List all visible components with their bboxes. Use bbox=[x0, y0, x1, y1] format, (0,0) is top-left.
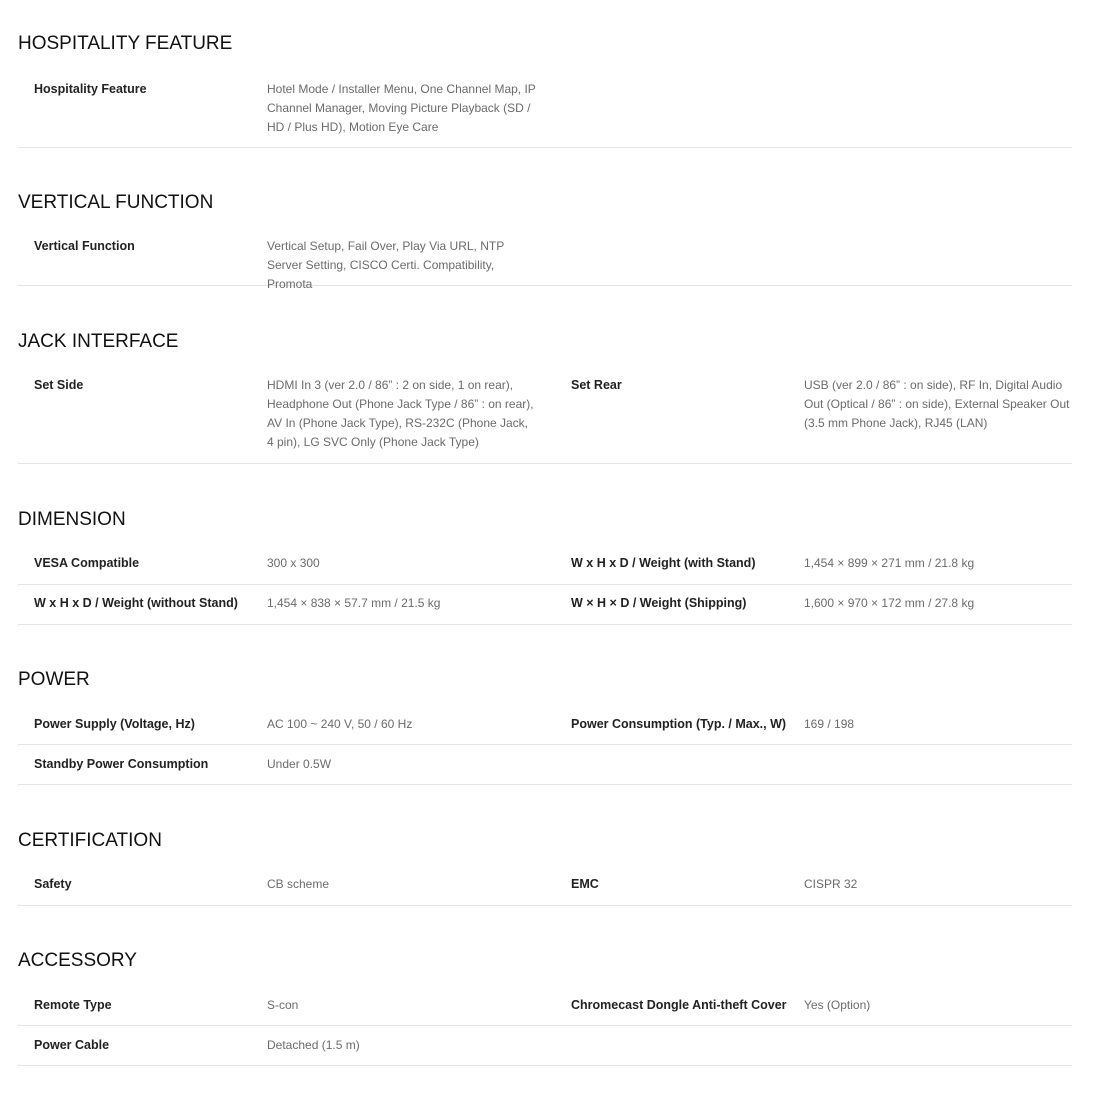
spec-value: CB scheme bbox=[267, 877, 330, 891]
spec-label: Safety bbox=[34, 877, 72, 891]
section-title-certification: CERTIFICATION bbox=[18, 830, 162, 851]
spec-label: Chromecast Dongle Anti-theft Cover bbox=[571, 998, 787, 1012]
spec-value: CISPR 32 bbox=[804, 877, 858, 891]
spec-label: Hospitality Feature bbox=[34, 82, 147, 96]
spec-value: 169 / 198 bbox=[804, 717, 855, 731]
spec-row bbox=[18, 745, 1072, 785]
spec-row bbox=[18, 376, 1072, 464]
section-title-vertical-function: VERTICAL FUNCTION bbox=[18, 192, 214, 213]
spec-value: 1,600 × 970 × 172 mm / 27.8 kg bbox=[804, 596, 975, 610]
spec-label: Vertical Function bbox=[34, 239, 135, 253]
spec-row bbox=[18, 237, 1072, 291]
spec-value: Under 0.5W bbox=[267, 757, 332, 771]
spec-label: VESA Compatible bbox=[34, 556, 140, 570]
spec-label: Set Rear bbox=[571, 378, 622, 392]
spec-value: Vertical Setup, Fail Over, Play Via URL, NTP Server Setting, CISCO Certi. Compatibility, Promota bbox=[267, 239, 504, 291]
spec-label: Power Supply (Voltage, Hz) bbox=[34, 717, 195, 731]
spec-label: W × H × D / Weight (Shipping) bbox=[571, 596, 747, 610]
spec-row bbox=[18, 1026, 1072, 1066]
spec-row bbox=[18, 986, 1072, 1026]
spec-value: 1,454 × 899 × 271 mm / 21.8 kg bbox=[804, 556, 975, 570]
spec-value: Detached (1.5 m) bbox=[267, 1038, 360, 1052]
spec-row bbox=[18, 585, 1072, 625]
section-title-dimension: DIMENSION bbox=[18, 509, 126, 530]
spec-label: W x H x D / Weight (without Stand) bbox=[34, 596, 238, 610]
spec-row bbox=[18, 866, 1072, 906]
spec-label: Power Consumption (Typ. / Max., W) bbox=[571, 717, 787, 731]
spec-label: EMC bbox=[571, 877, 599, 891]
spec-value: AC 100 ~ 240 V, 50 / 60 Hz bbox=[267, 717, 413, 731]
spec-value: Hotel Mode / Installer Menu, One Channel Map, IP Channel Manager, Moving Picture Playback (SD / HD / Plus HD), Motion Eye Care bbox=[267, 82, 536, 134]
spec-row bbox=[18, 78, 1072, 148]
section-title-accessory: ACCESSORY bbox=[18, 950, 137, 971]
spec-value: 1,454 × 838 × 57.7 mm / 21.5 kg bbox=[267, 596, 441, 610]
spec-value: USB (ver 2.0 / 86” : on side), RF In, Digital Audio Out (Optical / 86” : on side), External Speaker Out (3.5 mm Phone Jack), RJ45 (LAN) bbox=[804, 378, 1070, 430]
section-title-jack-interface: JACK INTERFACE bbox=[18, 331, 179, 352]
spec-value: S-con bbox=[267, 998, 299, 1012]
spec-row bbox=[18, 544, 1072, 585]
spec-value: Yes (Option) bbox=[804, 998, 871, 1012]
spec-label: Standby Power Consumption bbox=[34, 757, 209, 771]
spec-label: Set Side bbox=[34, 378, 84, 392]
spec-value: HDMI In 3 (ver 2.0 / 86” : 2 on side, 1 on rear), Headphone Out (Phone Jack Type / 86” : on rear), AV In (Phone Jack Type), RS-232C (Phone Jack, 4 pin), LG SVC Only (Phone Jack Type) bbox=[267, 378, 534, 449]
spec-label: W x H x D / Weight (with Stand) bbox=[571, 556, 756, 570]
spec-label: Power Cable bbox=[34, 1038, 110, 1052]
spec-label: Remote Type bbox=[34, 998, 112, 1012]
section-title-power: POWER bbox=[18, 669, 90, 690]
spec-value: 300 x 300 bbox=[267, 556, 320, 570]
spec-row bbox=[18, 705, 1072, 745]
section-title-hospitality-feature: HOSPITALITY FEATURE bbox=[18, 33, 233, 54]
